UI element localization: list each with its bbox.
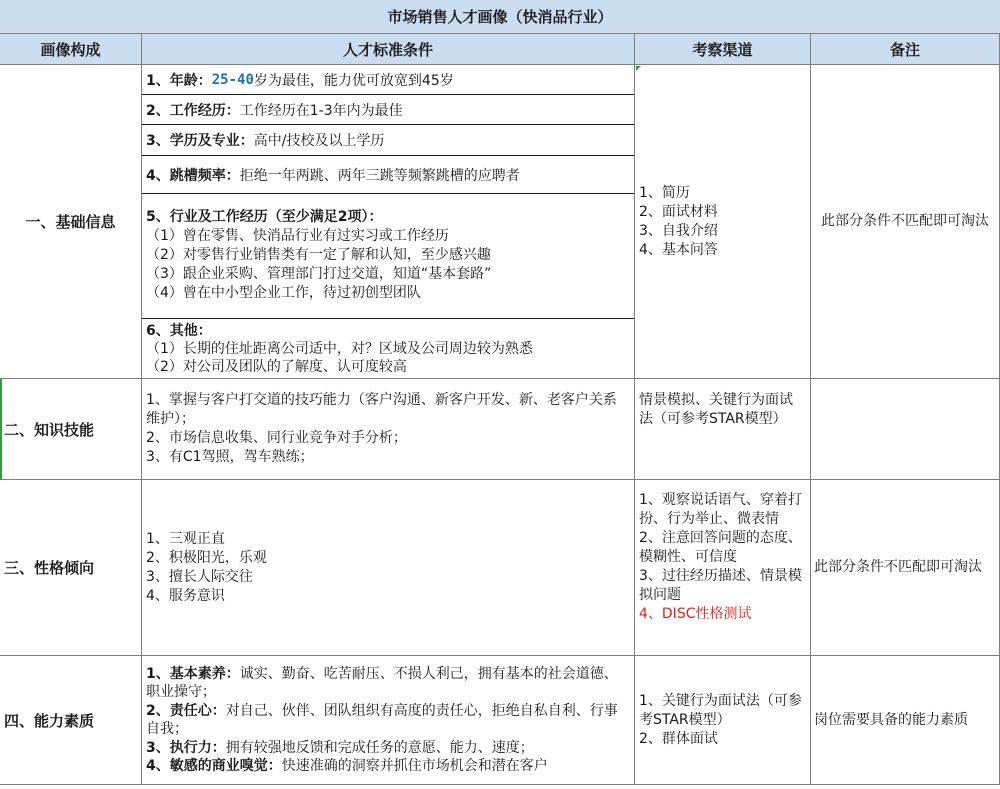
list-item: 4、服务意识 — [146, 587, 225, 604]
list-item-disc: 4、DISC性格测试 — [639, 606, 752, 622]
list-item: 4、基本问答 — [639, 241, 718, 258]
comment-marker-icon — [636, 66, 641, 71]
category-basic: 一、基础信息 — [0, 65, 142, 379]
list-item: 2、注意回答问题的态度、模糊性、可信度 — [639, 530, 802, 565]
list-item: 1、掌握与客户打交道的技巧能力（客户沟通、新客户开发、新、老客户关系维护）； — [146, 392, 617, 427]
list-item: 3、有C1驾照，驾车熟练； — [146, 449, 314, 465]
basic-channel-cell — [635, 65, 811, 379]
list-item: 2、责任心：对自己、伙伴、团队组织有高度的责任心，拒绝自私自利、行事自我； — [146, 702, 618, 737]
criteria-job-hopping: 4、跳槽频率： 拒绝一年两跳、两年三跳等频繁跳槽的应聘者 — [142, 156, 634, 194]
list-item: 4、敏感的商业嗅觉：快速准确的洞察并抓住市场机会和潜在客户 — [146, 758, 548, 774]
list-item: 2、积极阳光，乐观 — [146, 549, 267, 566]
ability-note-cell: 岗位需要具备的能力素质 — [811, 656, 1000, 785]
skills-criteria-cell — [142, 379, 635, 480]
criteria-experience: 2、工作经历： 工作经历在1-3年内为最佳 — [142, 95, 634, 125]
header-note: 备注 — [811, 34, 1000, 65]
list-item: （2）对零售行业销售类有一定了解和认知，至少感兴趣 — [146, 247, 491, 263]
list-item: （1）曾在零售、快消品行业有过实习或工作经历 — [146, 228, 449, 244]
list-item: 3、过往经历描述、情景模拟问题 — [639, 568, 802, 603]
personality-note-cell: 此部分条件不匹配即可淘汰 — [811, 480, 1000, 656]
skills-note-cell — [811, 379, 1000, 480]
category-personality: 三、性格倾向 — [0, 480, 142, 656]
criteria-other: 6、其他： （1）长期的住址距离公司适中，对？区域及公司周边较为熟悉 （2）对公司及团队的了解度、认可度较高 — [142, 319, 634, 377]
header-channel: 考察渠道 — [635, 34, 811, 65]
personality-criteria-cell — [142, 480, 635, 656]
basic-note-cell: 此部分条件不匹配即可淘汰 — [811, 65, 1000, 379]
ability-channel-cell — [635, 656, 811, 785]
list-item: 1、观察说话语气、穿着打扮、行为举止、微表情 — [639, 492, 802, 527]
list-item: 3、自我介绍 — [639, 222, 718, 239]
personality-channel-cell — [635, 480, 811, 656]
skills-channel-cell: 情景模拟、关键行为面试法（可参考STAR模型） — [635, 379, 811, 480]
list-item: 3、擅长人际交往 — [146, 568, 253, 585]
list-item: 2、面试材料 — [639, 203, 718, 220]
list-item: （3）跟企业采购、管理部门打过交道，知道“基本套路” — [146, 266, 492, 282]
list-item: （4）曾在中小型企业工作，待过初创型团队 — [146, 285, 421, 301]
criteria-industry: 5、行业及工作经历（至少满足2项）： （1）曾在零售、快消品行业有过实习或工作经历 （2）对零售行业销售类有一定了解和认知，至少感兴趣 （3）跟企业采购、管理部门打过交道，知道“基本套路” （4）曾在中小型企业工作，待过初创型团队 — [142, 194, 634, 319]
header-dimension: 画像构成 — [0, 34, 142, 65]
criteria-age: 1、年龄： 25-40 岁为最佳，能力优可放宽到45岁 — [142, 65, 634, 95]
basic-criteria-cell — [142, 65, 635, 379]
header-criteria: 人才标准条件 — [142, 34, 635, 65]
page-title: 市场销售人才画像（快消品行业） — [0, 0, 1000, 34]
selection-edge — [0, 379, 2, 480]
category-skills: 二、知识技能 — [0, 379, 142, 480]
list-item: 1、基本素养：诚实、勤奋、吃苦耐压、不损人利己，拥有基本的社会道德、职业操守； — [146, 665, 618, 700]
list-item: 1、简历 — [639, 184, 690, 201]
list-item: 2、群体面试 — [639, 730, 718, 747]
category-ability: 四、能力素质 — [0, 656, 142, 785]
list-item: 3、执行力：拥有较强地反馈和完成任务的意愿、能力、速度； — [146, 739, 534, 756]
criteria-education: 3、学历及专业： 高中/技校及以上学历 — [142, 125, 634, 156]
list-item: （1）长期的住址距离公司适中，对？区域及公司周边较为熟悉 — [146, 341, 533, 357]
list-item: （2）对公司及团队的了解度、认可度较高 — [146, 359, 407, 375]
list-item: 2、市场信息收集、同行业竞争对手分析； — [146, 430, 407, 446]
list-item: 1、三观正直 — [146, 530, 225, 547]
list-item: 1、关键行为面试法（可参考STAR模型） — [639, 692, 802, 728]
ability-criteria-cell — [142, 656, 635, 785]
